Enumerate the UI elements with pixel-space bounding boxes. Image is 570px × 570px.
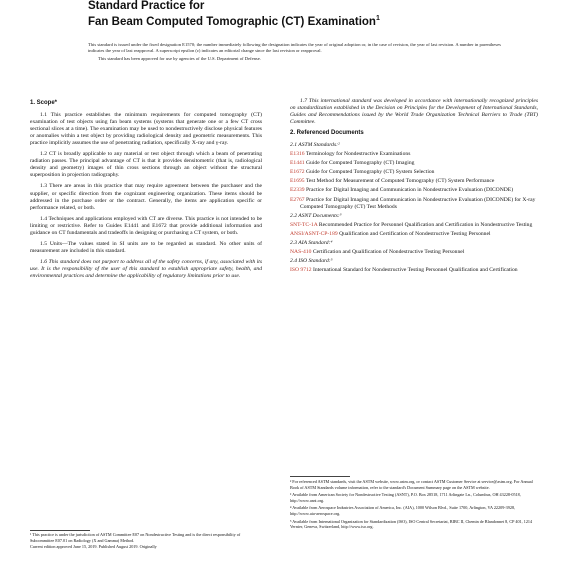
reference-link-cp-189[interactable]: ANSI/ASNT-CP-189 <box>290 230 338 237</box>
astm-reference-list <box>290 151 538 210</box>
reference-item <box>290 151 538 158</box>
footnote-divider-left <box>30 530 90 531</box>
designation-note: This standard is issued under the fixed designation E1570; the number immediately following the designation indicates the year of original adoption or, in the case of revision, the year of last revision. A number in parentheses indicates the year of last reapproval. A superscript epsilon (ε) indicates an editorial change since the last revision or reapproval. <box>88 42 501 53</box>
reference-link-e2767[interactable]: E2767 <box>290 196 305 203</box>
reference-item <box>290 169 538 176</box>
footnote-5: ⁵ Available from International Organization for Standardization (ISO), ISO Central Secretariat, BIBC II, Chemin de Blandonnet 8, CP 401, 1214 Vernier, Geneva, Switzerland, http://www.iso.org. <box>290 518 533 530</box>
reference-link-snt-tc-1a[interactable]: SNT-TC-1A <box>290 221 318 228</box>
reference-title: Practice for Digital Imaging and Communication in Nondestructive Evaluation (DICONDE) <box>304 187 514 194</box>
paragraph-1-1: 1.1 This practice establishes the minimum requirements for computed tomography (CT) examination of test objects using fan beam systems (systems that generate one or a few CT cross sectional slices at a time). The examination may be used to nondestructively disclose physical features or anomalies within a test object by providing radiological density and geometric measurements. This practice implicitly assumes the use of penetrating radiation, specifically X-ray and γ-ray. <box>30 112 262 147</box>
reference-item <box>290 267 538 274</box>
reference-title: Recommended Practice for Personnel Qualification and Certification in Nondestructive Testing <box>317 221 533 228</box>
aia-standard-heading: 2.3 AIA Standard:⁴ <box>290 239 333 246</box>
asnt-reference-list <box>290 222 538 238</box>
footnote-3: ³ Available from American Society for Nondestructive Testing (ASNT), P.O. Box 28518, 1711 Arlingate Ln., Columbus, OH 43228-0518, http://www.asnt.org. <box>290 492 521 503</box>
aia-reference-list <box>290 249 538 256</box>
footnote-4: ⁴ Available from Aerospace Industries Association of America, Inc. (AIA), 1000 Wilson Blvd., Suite 1700, Arlington, VA 22209-3928, http://www.aia-aerospace.org. <box>290 505 516 516</box>
reference-link-nas-410[interactable]: NAS-410 <box>290 248 312 255</box>
paragraph-1-5: 1.5 Units—The values stated in SI units are to be regarded as standard. No other units of measurement are included in this standard. <box>30 240 262 254</box>
designation-notice <box>88 42 503 65</box>
footnotes-right <box>290 479 538 532</box>
footnote-1: ¹ This practice is under the jurisdiction of ASTM Committee E07 on Nondestructive Testing and is the direct responsibility of Subcommittee E07.01 on Radiology (X and Gamma) Method. <box>30 532 241 543</box>
reference-title: Guide for Computed Tomography (CT) Imaging <box>304 160 415 167</box>
paragraph-1-3: 1.3 There are areas in this practice that may require agreement between the purchaser and the supplier, or specific direction from the cognizant engineering organization. These items should be addressed in the purchase order or the contract. Generally, the items are application specific or performance related, or both. <box>30 183 262 211</box>
reference-item <box>290 197 538 211</box>
paragraph-1-7: 1.7 This international standard was developed in accordance with internationally recognized principles on standardization established in the Decision on Principles for the Development of International Standards, Guides and Recommendations issued by the World Trade Organization Technical Barriers to Trade (TBT) Committee. <box>290 98 538 126</box>
iso-reference-list <box>290 267 538 274</box>
footnote-divider-right <box>290 476 350 477</box>
reference-link-e1316[interactable]: E1316 <box>290 151 305 158</box>
reference-link-e2339[interactable]: E2339 <box>290 187 305 194</box>
footnote-2: ² For referenced ASTM standards, visit the ASTM website, www.astm.org, or contact ASTM Customer Service at service@astm.org. For Annual Book of ASTM Standards volume information, refer to the standard's Document Summary page on the ASTM website. <box>290 479 533 490</box>
page-title <box>88 12 508 29</box>
footnotes-left <box>30 532 262 551</box>
reference-item <box>290 187 538 194</box>
reference-title: Practice for Digital Imaging and Communication in Nondestructive Evaluation (DICONDE) for X-ray Computed Tomography (CT) Test Methods <box>300 196 536 210</box>
reference-item <box>290 222 538 229</box>
dod-approval-note: This standard has been approved for use by agencies of the U.S. Department of Defense. <box>98 56 261 62</box>
reference-item <box>290 160 538 167</box>
reference-link-e1441[interactable]: E1441 <box>290 160 305 167</box>
reference-title: Certification and Qualification of Nondestructive Testing Personnel <box>311 248 465 255</box>
reference-title: Test Method for Measurement of Computed Tomography (CT) System Performance <box>304 178 495 185</box>
left-column <box>30 98 262 284</box>
asnt-documents-heading: 2.2 ASNT Documents:³ <box>290 212 342 219</box>
title-prefix: Standard Practice for <box>88 0 205 12</box>
paragraph-1-6: 1.6 This standard does not purport to address all of the safety concerns, if any, associated with its use. It is the responsibility of the user of this standard to establish appropriate safety, health, and environmental practices and determine the applicability of regulatory limitations prior to use. <box>30 258 262 279</box>
reference-title: Terminology for Nondestructive Examinations <box>304 151 411 158</box>
title-footnote-mark: 1 <box>375 15 380 22</box>
reference-title: Qualification and Certification of Nondestructive Testing Personnel <box>337 230 491 237</box>
title-text: Fan Beam Computed Tomographic (CT) Examination <box>88 15 376 28</box>
reference-link-e1695[interactable]: E1695 <box>290 178 305 185</box>
referenced-documents-heading: 2. Referenced Documents <box>290 130 364 137</box>
reference-link-e1672[interactable]: E1672 <box>290 169 305 176</box>
reference-title: Guide for Computed Tomography (CT) System Selection <box>304 169 435 176</box>
right-column <box>290 98 538 276</box>
astm-standards-heading: 2.1 ASTM Standards:² <box>290 142 340 149</box>
reference-item <box>290 178 538 185</box>
footnote-1-edition: Current edition approved June 15, 2019. Published August 2019. Originally <box>30 544 157 550</box>
reference-item <box>290 249 538 256</box>
paragraph-1-2: 1.2 CT is broadly applicable to any material or test object through which a beam of penetrating radiation passes. The principal advantage of CT is that it provides densitometric (that is, radiological density and geometry) images of thin cross sections through an object without the structural superposition in projection radiography. <box>30 151 262 179</box>
reference-link-iso-9712[interactable]: ISO 9712 <box>290 266 312 273</box>
iso-standard-heading: 2.4 ISO Standard:⁵ <box>290 257 333 264</box>
paragraph-1-4: 1.4 Techniques and applications employed with CT are diverse. This practice is not intended to be limiting or restrictive. Refer to Guides E1441 and E1672 that provide additional information and guidance on CT fundamentals and tradeoffs in designing or purchasing a CT system, or both. <box>30 215 262 236</box>
reference-item <box>290 231 538 238</box>
scope-heading: 1. Scope* <box>30 100 58 106</box>
reference-title: International Standard for Nondestructive Testing Personnel Qualification and Certification <box>311 266 518 273</box>
